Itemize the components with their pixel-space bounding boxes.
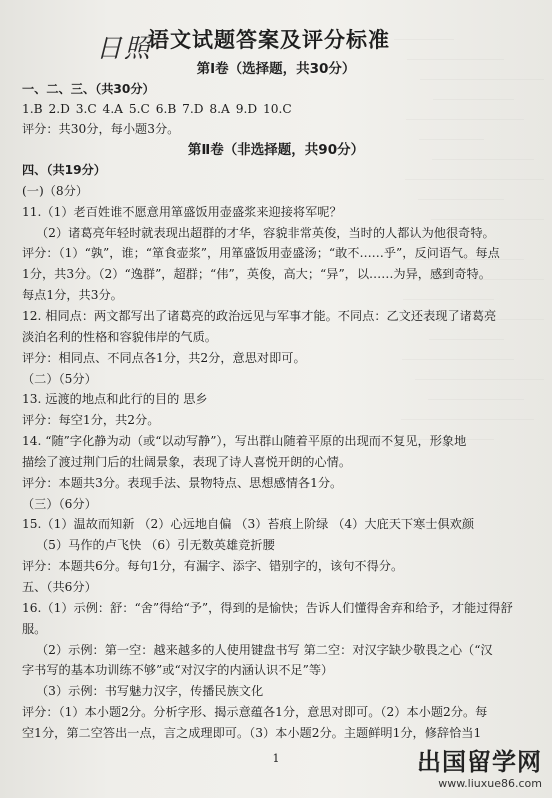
section2-line: 空1分，第二空答出一点，言之成理即可。（3）本小题2分。主题鲜明1分，修辞恰当1 (22, 726, 482, 740)
bleed-through-line (407, 40, 504, 60)
watermark-url: www.liuxue86.com (438, 777, 542, 790)
section2-line: （二）（5分） (22, 372, 97, 386)
section2-line: 描绘了渡过荆门后的壮阔景象，表现了诗人喜悦开朗的心情。 (22, 455, 352, 469)
section1-heading: 第Ⅰ卷（选择题，共30分） (196, 61, 356, 77)
section2-line: 四、（共19分） (22, 163, 106, 177)
section2-line: 评分：相同点、不同点各1分，共2分，意思对即可。 (22, 351, 306, 365)
handwritten-note: 日照 (96, 34, 153, 64)
section1-scoring: 评分：共30分，每小题3分。 (22, 122, 180, 136)
section2-heading: 第Ⅱ卷（非选择题，共90分） (187, 142, 365, 158)
section2-line: 11.（1）老百姓谁不愿意用箪盛饭用壶盛浆来迎接将军呢？ (22, 205, 342, 219)
page-title: 语文试题答案及评分标准 (148, 28, 390, 52)
section2-line: （2）诸葛亮年轻时就表现出超群的才华，容貌非常英俊，当时的人都认为他很奇特。 (36, 226, 495, 240)
section2-line: 淡泊名利的性格和容貌伟岸的气质。 (22, 330, 217, 344)
bleed-through-line (394, 20, 454, 40)
section2-line: 评分：每空1分，共2分。 (22, 413, 160, 427)
section2-line: 15.（1）温故而知新 （2）心远地自偏 （3）苔痕上阶绿 （4）大庇天下寒士俱欢颜 (22, 517, 475, 531)
section2-line: 评分：本题共3分。表现手法、景物特点、思想感情各1分。 (22, 476, 343, 490)
section2-line: （5）马作的卢飞快 （6）引无数英雄竞折腰 (36, 538, 275, 552)
section2-line: 13. 远渡的地点和此行的目的 思乡 (22, 392, 208, 406)
section2-line: （三）（6分） (22, 497, 97, 511)
watermark-title: 出国留学网 (417, 748, 542, 776)
section2-line: （2）示例：第一空：越来越多的人使用键盘书写 第二空：对汉字缺少敬畏之心（“汉 (36, 643, 493, 657)
section2-line: 五、（共6分） (22, 580, 97, 594)
section2-line: 字书写的基本功训练不够”或“对汉字的内涵认识不足”等） (22, 663, 334, 677)
watermark (417, 742, 542, 790)
section2-line: 评分：本题共6分。每句1分，有漏字、添字、错别字的，该句不得分。 (22, 559, 404, 573)
section2-line: 14. “随”字化静为动（或“以动写静”），写出群山随着平原的出现而不复见，形象地 (22, 434, 467, 448)
section2-line: （3）示例：书写魅力汉字，传播民族文化 (36, 684, 264, 698)
section2-line: 每点1分，共3分。 (22, 288, 123, 302)
section2-line: 评分：（1）本小题2分。分析字形、揭示意蕴各1分，意思对即可。（2）本小题2分。每 (22, 705, 488, 719)
section2-line: 16.（1）示例：舒：“舍”得给“予”，得到的是愉快；告诉人们懂得舍弃和给予，才能过得舒 (22, 601, 513, 615)
section1-part: 一、二、三、（共30分） (22, 82, 155, 96)
section2-line: 1分，共3分。（2）“逸群”，超群；“伟”，英俊，高大；“异”，以……为异，感到奇特。 (22, 267, 491, 281)
section1-answers: 1.B 2.D 3.C 4.A 5.C 6.B 7.D 8.A 9.D 10.C (22, 102, 292, 116)
section2-line: 12. 相同点：两文都写出了诸葛亮的政治远见与军事才能。不同点：乙文还表现了诸葛亮 (22, 309, 497, 323)
section2-line: (一)（8分） (22, 184, 89, 198)
page-number: 1 (272, 752, 280, 765)
section2-line: 服。 (22, 622, 47, 636)
section2-line: 评分：（1）“孰”，谁；“箪食壶浆”，用箪盛饭用壶盛汤；“敢不……乎”，反问语气。每点 (22, 246, 500, 260)
